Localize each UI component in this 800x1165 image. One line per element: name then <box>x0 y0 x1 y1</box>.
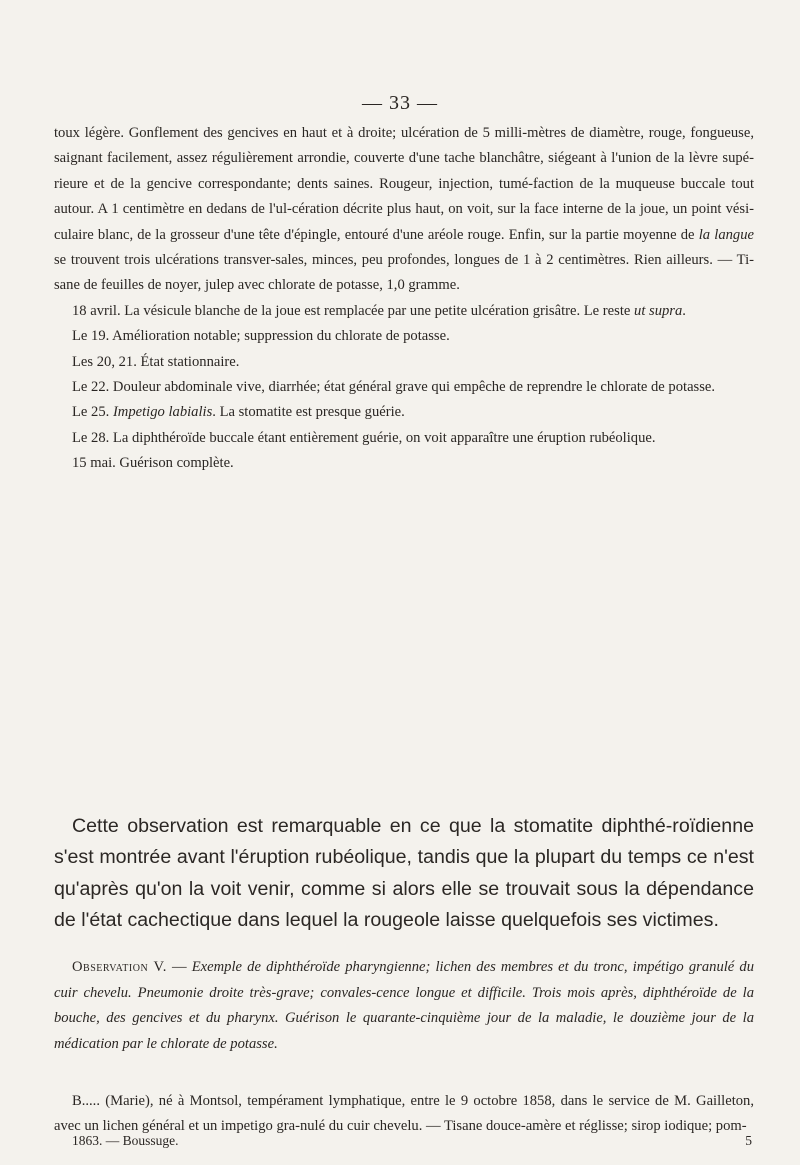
entry-lead: Les 20, 21. État stationnaire. <box>72 353 240 370</box>
entry-25 <box>54 400 754 425</box>
intro-text: toux légère. Gonflement des gencives en haut et à droite; ulcération de 5 milli-mètres de diamètre, rouge, fongueuse, saignant facilement, assez régulièrement arrondie, couverte d'une tache blanchâtre, siégeant à l'union de la lèvre supé-rieure et de la gencive correspondante; dents saines. Rougeur, injection, tumé-faction de la muqueuse buccale tout autour. A 1 centimètre en dedans de l'ul-cération décrite plus haut, on voit, sur la face interne de la joue, un point vési-culaire blanc, de la grosseur d'une tête d'épingle, entouré d'une aréole rouge. Enfin, sur la partie moyenne de <box>54 125 754 243</box>
entry-tail: . La stomatite est presque guérie. <box>212 404 405 421</box>
entry-lead: 15 mai. Guérison complète. <box>72 455 234 472</box>
entry-19 <box>54 324 754 349</box>
intro-italic: la langue <box>698 226 754 243</box>
footer-sheet-number: 5 <box>745 1133 752 1148</box>
entry-20-21 <box>54 350 754 375</box>
paragraph-intro <box>54 121 754 299</box>
entry-18-avril <box>54 299 754 324</box>
entry-italic: Impetigo labialis <box>112 404 213 421</box>
observation-dash: — <box>166 959 192 975</box>
footer-signature: 1863. — Boussuge. <box>72 1133 179 1148</box>
entry-15-mai <box>54 451 754 476</box>
entry-italic: ut supra <box>634 302 683 319</box>
entry-lead: Le 25. <box>72 404 113 421</box>
intro-text-after: se trouvent trois ulcérations transver-sales, minces, peu profondes, longues de 1 à 2 centimètres. Rien ailleurs. — Ti-sane de feuilles de noyer, julep avec chlorate de potasse, 1,0 gramme. <box>54 252 754 294</box>
entry-lead: Le 28. La diphthéroïde buccale étant entièrement guérie, on voit apparaître une éruption rubéolique. <box>72 429 656 446</box>
body-text <box>54 121 754 477</box>
remark-paragraph: Cette observation est remarquable en ce que la stomatite diphthé-roïdienne s'est montrée avant l'éruption rubéolique, tandis que la plupart du temps ce n'est qu'après qu'on la voit venir, comme si alors elle se trouvait sous la dépendance de l'état cachectique dans lequel la rougeole laisse quelquefois ses victimes. <box>54 815 754 932</box>
page-footer <box>72 1133 752 1149</box>
entry-lead: 18 avril. La vésicule blanche de la joue est remplacée par une petite ulcération grisâtre. Le reste <box>72 302 635 319</box>
entry-lead: Le 22. Douleur abdominale vive, diarrhée; état général grave qui empêche de reprendre le chlorate de potasse. <box>72 379 716 396</box>
entry-lead: Le 19. Amélioration notable; suppression du chlorate de potasse. <box>72 328 450 345</box>
entry-tail: . <box>682 302 686 319</box>
observation-heading <box>54 955 754 1057</box>
observation-label: Observation V. <box>72 959 167 975</box>
page-number: — 33 — <box>362 92 438 114</box>
entry-28 <box>54 426 754 451</box>
observation-title: Exemple de diphthéroïde pharyngienne; lichen des membres et du tronc, impétigo granulé du cuir chevelu. Pneumonie droite très-grave; convales-cence longue et difficile. Trois mois après, diphthéroïde de la bouche, des gencives et du pharynx. Guérison le quarante-cinquième jour de la maladie, le douzième jour de la médication par le chlorate de potasse. <box>54 959 755 1052</box>
case-paragraph: B..... (Marie), né à Montsol, tempérament lymphatique, entre le 9 octobre 1858, dans le service de M. Gailleton, avec un lichen général et un impetigo gra-nulé du cuir chevelu. — Tisane douce-amère et réglisse; sirop iodique; pom- <box>54 1093 754 1135</box>
entry-22 <box>54 375 754 400</box>
